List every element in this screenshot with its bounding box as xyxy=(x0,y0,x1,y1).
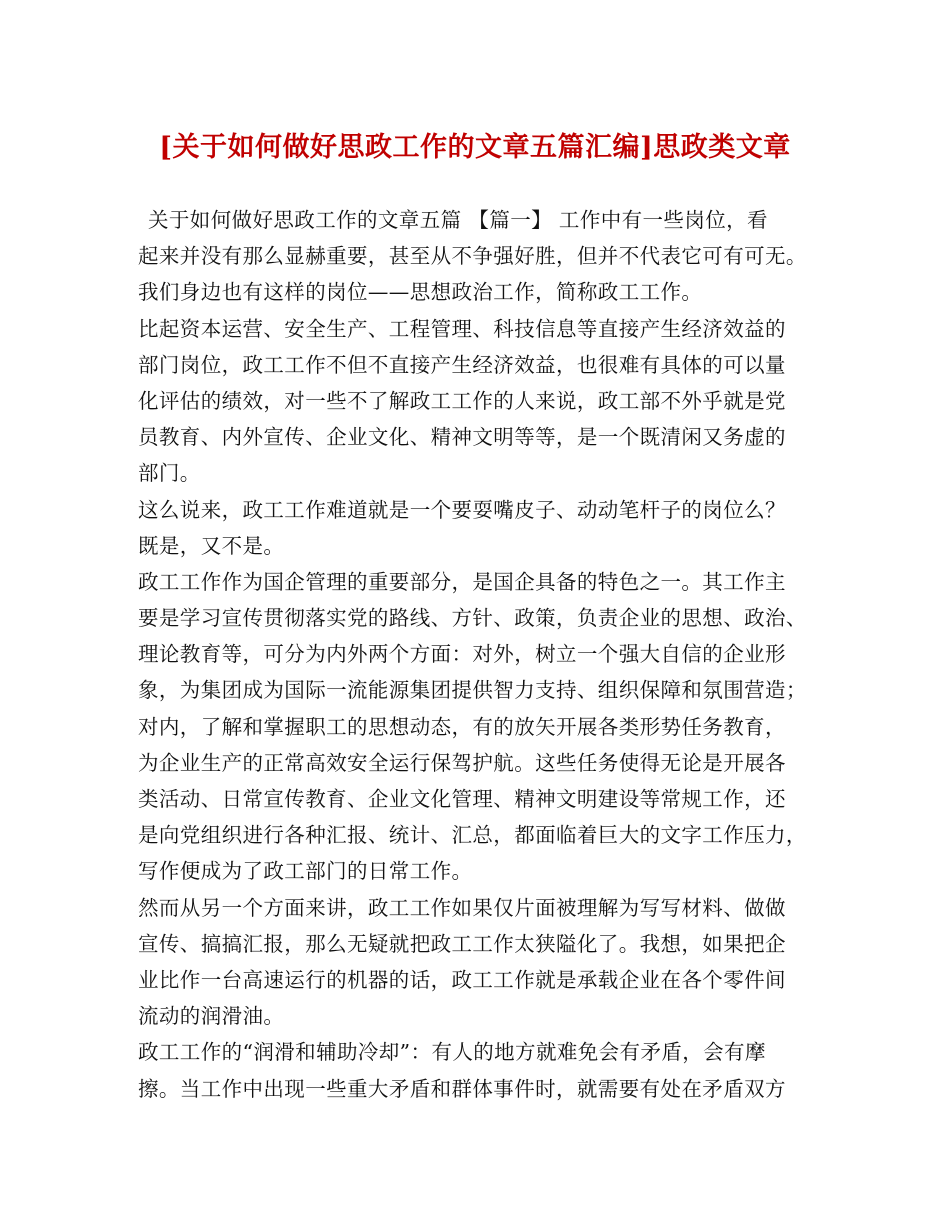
text-line: 业比作一台高速运行的机器的话，政工工作就是承载企业在各个零件间 xyxy=(138,967,786,992)
text-line: 化评估的绩效，对一些不了解政工工作的人来说，政工部不外乎就是党 xyxy=(138,388,786,413)
document-body xyxy=(138,202,828,1107)
text-line: 流动的润滑油。 xyxy=(138,1004,285,1029)
text-line: 写作便成为了政工部门的日常工作。 xyxy=(138,859,473,884)
text-line: 理论教育等，可分为内外两个方面：对外，树立一个强大自信的企业形 xyxy=(138,642,786,667)
text-line: 这么说来，政工工作难道就是一个要耍嘴皮子、动动笔杆子的岗位么？ xyxy=(138,497,786,522)
text-line: 为企业生产的正常高效安全运行保驾护航。这些任务使得无论是开展各 xyxy=(138,750,786,775)
text-line: 宣传、搞搞汇报，那么无疑就把政工工作太狭隘化了。我想，如果把企 xyxy=(138,931,786,956)
text-line: 既是，又不是。 xyxy=(138,533,285,558)
text-line: 起来并没有那么显赫重要，甚至从不争强好胜，但并不代表它可有可无。 xyxy=(138,244,807,269)
text-line: 部门。 xyxy=(138,461,201,486)
document-title: [关于如何做好思政工作的文章五篇汇编]思政类文章 xyxy=(159,132,791,163)
text-line: 是向党组织进行各种汇报、统计、汇总，都面临着巨大的文字工作压力， xyxy=(138,823,807,848)
text-line: 政工工作作为国企管理的重要部分，是国企具备的特色之一。其工作主 xyxy=(138,569,786,594)
text-line: 然而从另一个方面来讲，政工工作如果仅片面被理解为写写材料、做做 xyxy=(138,895,786,920)
text-line: 关于如何做好思政工作的文章五篇 【篇一】 工作中有一些岗位，看 xyxy=(148,208,768,232)
text-line: 员教育、内外宣传、企业文化、精神文明等等，是一个既清闲又务虚的 xyxy=(138,425,786,450)
text-line: 要是学习宣传贯彻落实党的路线、方针、政策，负责企业的思想、政治、 xyxy=(138,606,807,631)
text-line: 象，为集团成为国际一流能源集团提供智力支持、组织保障和氛围营造； xyxy=(138,678,807,703)
text-line: 比起资本运营、安全生产、工程管理、科技信息等直接产生经济效益的 xyxy=(138,316,786,341)
text-line: 我们身边也有这样的岗位——思想政治工作，简称政工工作。 xyxy=(138,280,703,305)
text-line: 对内，了解和掌握职工的思想动态，有的放矢开展各类形势任务教育， xyxy=(138,714,786,739)
text-line: 部门岗位，政工工作不但不直接产生经济效益，也很难有具体的可以量 xyxy=(138,352,786,377)
text-line: 类活动、日常宣传教育、企业文化管理、精神文明建设等常规工作，还 xyxy=(138,787,786,811)
text-line: 擦。当工作中出现一些重大矛盾和群体事件时，就需要有处在矛盾双方 xyxy=(138,1076,786,1101)
text-line: 政工工作的“润滑和辅助冷却”：有人的地方就难免会有矛盾，会有摩 xyxy=(138,1040,766,1065)
